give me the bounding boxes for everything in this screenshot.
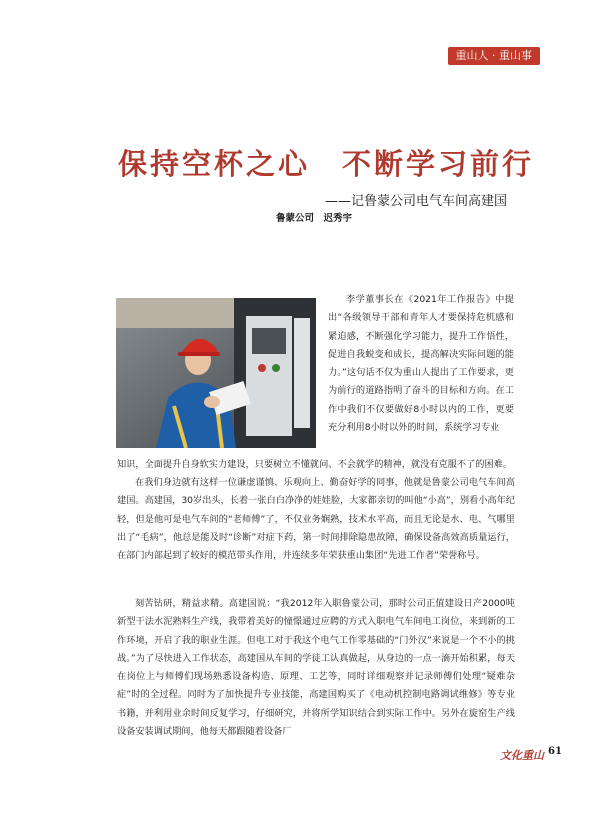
paragraph-profile: 在我们身边就有这样一位谦虚谨慎、乐观向上、勤奋好学的同事，他就是鲁蒙公司电气车间高建国。高建国，30岁出头，长着一张白白净净的娃娃脸，大家都亲切的叫他“小高”，别看小高年纪轻，但是他可是电气车间的“老师傅”了，不仅业务娴熟，技术水平高，而且无论是水、电、气哪里出了“毛病”，他总是能及时“诊断”对症下药，第一时间排除隐患故障，确保设备高效高质量运行，在部门内部起到了较好的模范带头作用，并连续多年荣获重山集团“先进工作者”荣誉称号。 — [117, 477, 515, 562]
worker-photo — [116, 298, 316, 448]
photo-worker-with-red-helmet-icon — [116, 298, 316, 448]
page-number: 61 — [548, 746, 562, 757]
article-subtitle: ——记鲁蒙公司电气车间高建国 — [325, 194, 508, 209]
section-tag: 重山人 · 重山事 — [448, 47, 541, 65]
article-authors: 鲁蒙公司 迟秀宇 — [276, 213, 353, 224]
paragraph-study: 刻苦钻研，精益求精。高建国说：“我2012年入职鲁蒙公司，那时公司正值建设日产2000吨新型干法水泥熟料生产线，我带着美好的憧憬通过应聘的方式入职电气车间电工岗位，来到新的工作环境，开启了我的职业生涯。但电工对于我这个电气工作零基础的“门外汉”来说是一个不小的挑战。”为了尽快进入工作状态，高建国从车间的学徒工认真做起，从身边的一点一滴开始积累，每天在岗位上与师傅们现场熟悉设备构造、原理、工艺等，同时详细观察并记录师傅们处理“疑难杂症”时的全过程。同时为了加快提升专业技能，高建国购买了《电动机控制电路调试维修》等专业书籍，并利用业余时间反复学习，仔细研究，并将所学知识结合到实际工作中。另外在旋窑生产线设备安装调试期间，他每天都跟随着设备厂 — [117, 598, 515, 738]
magazine-logo: 文化重山 — [500, 749, 544, 762]
article-title: 保持空杯之心 不断学习前行 — [118, 147, 535, 181]
paragraph-intro-continued: 知识，全面提升自身软实力建设，只要树立不懂就问、不会就学的精神，就没有克服不了的困难。 — [117, 459, 513, 470]
paragraph-intro: 李学董事长在《2021年工作报告》中提出“各级领导干部和青年人才要保持危机感和紧迫感，不断强化学习能力，提升工作悟性，促进自我蜕变和成长，提高解决实际问题的能力。”这句话不仅为重山人提出了工作要求，更为前行的道路指明了奋斗的目标和方向。在工作中我们不仅要做好8小时以内的工作，更要充分利用8小时以外的时间，系统学习专业 — [328, 294, 514, 434]
